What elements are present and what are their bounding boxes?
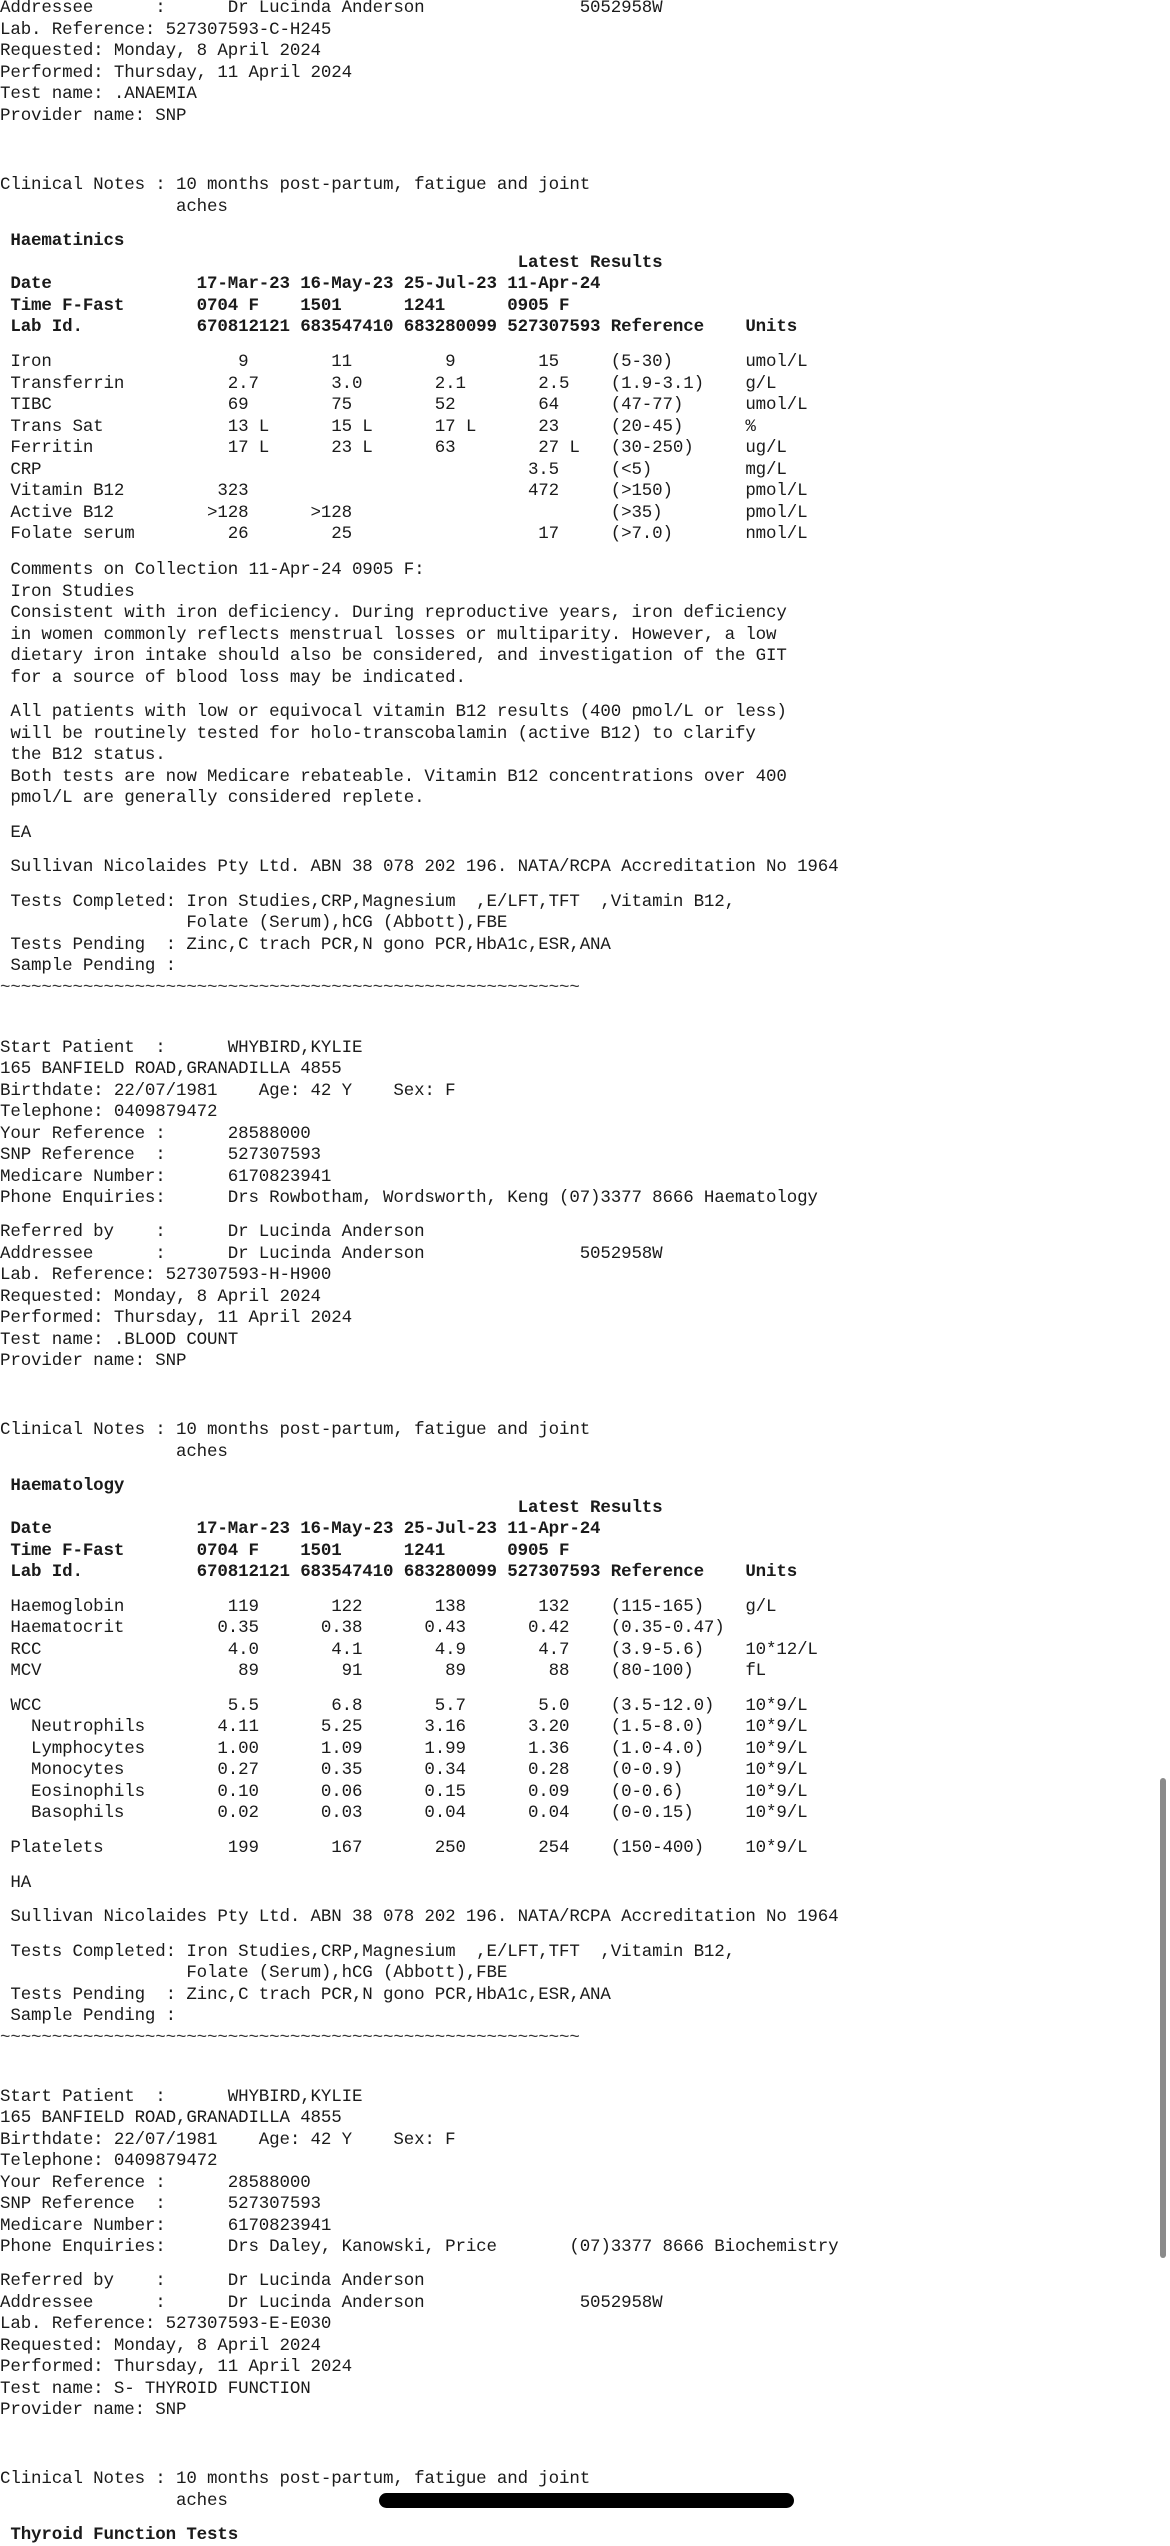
tests-completed-line: Tests Completed: Iron Studies,CRP,Magnesium ,E/LFT,TFT ,Vitamin B12,	[0, 892, 735, 912]
comment-line: pmol/L are generally considered replete.	[0, 788, 425, 808]
tests-pending-line: Tests Pending : Zinc,C trach PCR,N gono PCR,HbA1c,ESR,ANA	[0, 1985, 611, 2005]
addressee-line: Addressee : Dr Lucinda Anderson 5052958W	[0, 0, 663, 18]
test-name-line: Test name: .ANAEMIA	[0, 84, 197, 104]
comment-line: the B12 status.	[0, 745, 166, 765]
result-row-haematocrit: Haematocrit 0.35 0.38 0.43 0.42 (0.35-0.47)	[0, 1618, 725, 1638]
initials-line: EA	[0, 823, 32, 843]
result-row-monocytes: Monocytes 0.27 0.35 0.34 0.28 (0-0.9) 10*9/L	[0, 1760, 808, 1780]
separator-line: ~~~~~~~~~~~~~~~~~~~~~~~~~~~~~~~~~~~~~~~~~~~~~~~~~~~~~~~~	[0, 978, 580, 998]
result-row-crp: CRP 3.5 (<5) mg/L	[0, 460, 787, 480]
lab-id-row: Lab Id. 670812121 683547410 683280099 527307593 Reference Units	[0, 317, 798, 337]
medicare-number-line: Medicare Number: 6170823941	[0, 1167, 332, 1187]
tests-pending-line: Tests Pending : Zinc,C trach PCR,N gono PCR,HbA1c,ESR,ANA	[0, 935, 611, 955]
birthdate-line: Birthdate: 22/07/1981 Age: 42 Y Sex: F	[0, 1081, 456, 1101]
referred-by-line: Referred by : Dr Lucinda Anderson	[0, 1222, 425, 1242]
start-patient-line: Start Patient : WHYBIRD,KYLIE	[0, 2087, 363, 2107]
result-row-ferritin: Ferritin 17 L 23 L 63 27 L (30-250) ug/L	[0, 438, 787, 458]
comment-line: Both tests are now Medicare rebateable. Vitamin B12 concentrations over 400	[0, 767, 787, 787]
lab-reference-line: Lab. Reference: 527307593-E-E030	[0, 2314, 332, 2334]
referred-by-line: Referred by : Dr Lucinda Anderson	[0, 2271, 425, 2291]
section-title-haematology: Haematology	[0, 1476, 125, 1496]
scrollbar-thumb[interactable]	[1160, 1778, 1166, 2258]
addressee-line: Addressee : Dr Lucinda Anderson 5052958W	[0, 2293, 663, 2313]
clinical-notes-line: Clinical Notes : 10 months post-partum, fatigue and joint	[0, 175, 591, 195]
result-row-lymphocytes: Lymphocytes 1.00 1.09 1.99 1.36 (1.0-4.0) 10*9/L	[0, 1739, 808, 1759]
result-row-neutrophils: Neutrophils 4.11 5.25 3.16 3.20 (1.5-8.0) 10*9/L	[0, 1717, 808, 1737]
lab-reference-line: Lab. Reference: 527307593-C-H245	[0, 20, 332, 40]
your-reference-line: Your Reference : 28588000	[0, 2173, 311, 2193]
your-reference-line: Your Reference : 28588000	[0, 1124, 311, 1144]
section-title-haematinics: Haematinics	[0, 231, 125, 251]
clinical-notes-continuation: aches	[0, 1442, 228, 1462]
comment-line: dietary iron intake should also be considered, and investigation of the GIT	[0, 646, 787, 666]
result-row-eosinophils: Eosinophils 0.10 0.06 0.15 0.09 (0-0.6) 10*9/L	[0, 1782, 808, 1802]
patient-address-line: 165 BANFIELD ROAD,GRANADILLA 4855	[0, 1059, 342, 1079]
telephone-line: Telephone: 0409879472	[0, 2151, 218, 2171]
performed-line: Performed: Thursday, 11 April 2024	[0, 1308, 352, 1328]
result-row-rcc: RCC 4.0 4.1 4.9 4.7 (3.9-5.6) 10*12/L	[0, 1640, 818, 1660]
accreditation-line: Sullivan Nicolaides Pty Ltd. ABN 38 078 202 196. NATA/RCPA Accreditation No 1964	[0, 857, 839, 877]
snp-reference-line: SNP Reference : 527307593	[0, 1145, 321, 1165]
result-row-wcc: WCC 5.5 6.8 5.7 5.0 (3.5-12.0) 10*9/L	[0, 1696, 808, 1716]
birthdate-line: Birthdate: 22/07/1981 Age: 42 Y Sex: F	[0, 2130, 456, 2150]
result-row-folate-serum: Folate serum 26 25 17 (>7.0) nmol/L	[0, 524, 808, 544]
time-row: Time F-Fast 0704 F 1501 1241 0905 F	[0, 296, 570, 316]
comments-heading: Comments on Collection 11-Apr-24 0905 F:	[0, 560, 425, 580]
requested-line: Requested: Monday, 8 April 2024	[0, 1287, 321, 1307]
requested-line: Requested: Monday, 8 April 2024	[0, 2336, 321, 2356]
performed-line: Performed: Thursday, 11 April 2024	[0, 2357, 352, 2377]
performed-line: Performed: Thursday, 11 April 2024	[0, 63, 352, 83]
sample-pending-line: Sample Pending :	[0, 956, 176, 976]
section-title-thyroid-function-tests: Thyroid Function Tests	[0, 2525, 239, 2545]
patient-address-line: 165 BANFIELD ROAD,GRANADILLA 4855	[0, 2108, 342, 2128]
telephone-line: Telephone: 0409879472	[0, 1102, 218, 1122]
tests-completed-line: Tests Completed: Iron Studies,CRP,Magnesium ,E/LFT,TFT ,Vitamin B12,	[0, 1942, 735, 1962]
clinical-notes-line: Clinical Notes : 10 months post-partum, fatigue and joint	[0, 1420, 591, 1440]
separator-line: ~~~~~~~~~~~~~~~~~~~~~~~~~~~~~~~~~~~~~~~~~~~~~~~~~~~~~~~~	[0, 2028, 580, 2048]
clinical-notes-continuation: aches	[0, 2491, 228, 2511]
date-row: Date 17-Mar-23 16-May-23 25-Jul-23 11-Apr-24	[0, 1519, 601, 1539]
result-row-vitamin-b12: Vitamin B12 323 472 (>150) pmol/L	[0, 481, 808, 501]
provider-name-line: Provider name: SNP	[0, 1351, 187, 1371]
latest-results-heading: Latest Results	[0, 1498, 663, 1518]
addressee-line: Addressee : Dr Lucinda Anderson 5052958W	[0, 1244, 663, 1264]
latest-results-heading: Latest Results	[0, 253, 663, 273]
comment-line: will be routinely tested for holo-transcobalamin (active B12) to clarify	[0, 724, 756, 744]
result-row-platelets: Platelets 199 167 250 254 (150-400) 10*9/L	[0, 1838, 808, 1858]
lab-reference-line: Lab. Reference: 527307593-H-H900	[0, 1265, 332, 1285]
provider-name-line: Provider name: SNP	[0, 2400, 187, 2420]
date-row: Date 17-Mar-23 16-May-23 25-Jul-23 11-Apr-24	[0, 274, 601, 294]
phone-enquiries-line: Phone Enquiries: Drs Daley, Kanowski, Price (07)3377 8666 Biochemistry	[0, 2237, 839, 2257]
lab-id-row: Lab Id. 670812121 683547410 683280099 527307593 Reference Units	[0, 1562, 798, 1582]
result-row-tibc: TIBC 69 75 52 64 (47-77) umol/L	[0, 395, 808, 415]
comment-line: All patients with low or equivocal vitamin B12 results (400 pmol/L or less)	[0, 702, 787, 722]
medicare-number-line: Medicare Number: 6170823941	[0, 2216, 332, 2236]
result-row-transferrin: Transferrin 2.7 3.0 2.1 2.5 (1.9-3.1) g/L	[0, 374, 777, 394]
snp-reference-line: SNP Reference : 527307593	[0, 2194, 321, 2214]
clinical-notes-line: Clinical Notes : 10 months post-partum, fatigue and joint	[0, 2469, 591, 2489]
result-row-basophils: Basophils 0.02 0.03 0.04 0.04 (0-0.15) 10*9/L	[0, 1803, 808, 1823]
result-row-iron: Iron 9 11 9 15 (5-30) umol/L	[0, 352, 808, 372]
start-patient-line: Start Patient : WHYBIRD,KYLIE	[0, 1038, 363, 1058]
result-row-active-b12: Active B12 >128 >128 (>35) pmol/L	[0, 503, 808, 523]
comment-line: Iron Studies	[0, 582, 135, 602]
comment-line: Consistent with iron deficiency. During reproductive years, iron deficiency	[0, 603, 787, 623]
comment-line: in women commonly reflects menstrual losses or multiparity. However, a low	[0, 625, 777, 645]
initials-line: HA	[0, 1873, 32, 1893]
tests-completed-continuation: Folate (Serum),hCG (Abbott),FBE	[0, 1963, 508, 1983]
phone-enquiries-line: Phone Enquiries: Drs Rowbotham, Wordsworth, Keng (07)3377 8666 Haematology	[0, 1188, 818, 1208]
home-indicator[interactable]	[379, 2493, 794, 2508]
test-name-line: Test name: S- THYROID FUNCTION	[0, 2379, 311, 2399]
result-row-trans-sat: Trans Sat 13 L 15 L 17 L 23 (20-45) %	[0, 417, 756, 437]
tests-completed-continuation: Folate (Serum),hCG (Abbott),FBE	[0, 913, 508, 933]
test-name-line: Test name: .BLOOD COUNT	[0, 1330, 239, 1350]
requested-line: Requested: Monday, 8 April 2024	[0, 41, 321, 61]
provider-name-line: Provider name: SNP	[0, 106, 187, 126]
comment-line: for a source of blood loss may be indicated.	[0, 668, 466, 688]
time-row: Time F-Fast 0704 F 1501 1241 0905 F	[0, 1541, 570, 1561]
clinical-notes-continuation: aches	[0, 197, 228, 217]
accreditation-line: Sullivan Nicolaides Pty Ltd. ABN 38 078 202 196. NATA/RCPA Accreditation No 1964	[0, 1907, 839, 1927]
sample-pending-line: Sample Pending :	[0, 2006, 176, 2026]
result-row-mcv: MCV 89 91 89 88 (80-100) fL	[0, 1661, 767, 1681]
result-row-haemoglobin: Haemoglobin 119 122 138 132 (115-165) g/L	[0, 1597, 777, 1617]
